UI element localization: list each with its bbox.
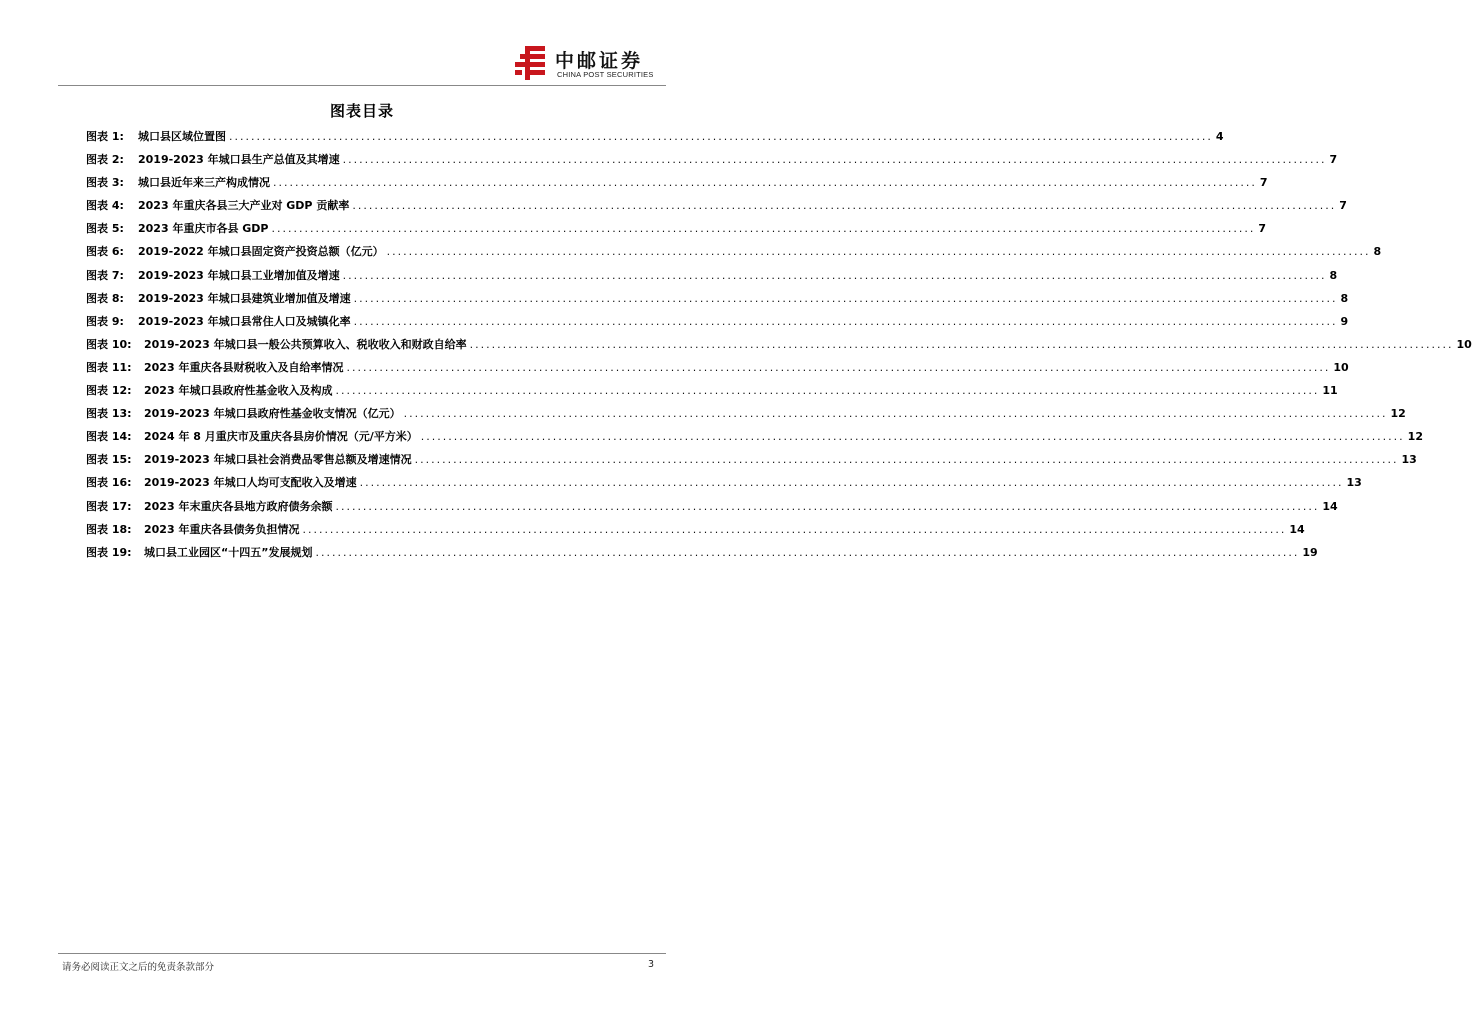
toc-entry[interactable] [86, 498, 1338, 521]
toc-entry-label: 图表 19: [86, 545, 132, 559]
toc-entry-label: 图表 2: [86, 153, 124, 167]
toc-entry-label: 图表 16: [86, 476, 132, 490]
toc-entry-label: 图表 7: [86, 268, 124, 282]
toc-dot-leader [470, 338, 1454, 351]
toc-dot-leader [302, 523, 1286, 536]
page-title: 图表目录 [329, 102, 394, 120]
toc-entry[interactable] [86, 544, 1318, 567]
toc-entry-label: 图表 11: [86, 360, 132, 374]
toc-entry-page: 13 [1346, 476, 1362, 490]
toc-entry-page: 8 [1373, 245, 1382, 259]
toc-entry-label: 图表 18: [86, 522, 132, 536]
toc-entry[interactable] [86, 313, 1349, 336]
toc-dot-leader [315, 546, 1299, 559]
toc-entry-page: 10 [1333, 360, 1349, 374]
footer-disclaimer: 请务必阅读正文之后的免责条款部分 [62, 962, 215, 973]
toc-dot-leader [404, 407, 1388, 420]
toc-dot-leader [273, 176, 1257, 189]
toc-entry-title: 2019-2023 年城口县工业增加值及增速 [138, 268, 340, 282]
toc-dot-leader [387, 245, 1371, 258]
toc-dot-leader [343, 269, 1327, 282]
toc-dot-leader [229, 130, 1213, 143]
toc-entry-title: 2019-2023 年城口人均可支配收入及增速 [144, 476, 357, 490]
toc-entry[interactable] [86, 197, 1347, 220]
toc-entry-title: 2023 年重庆各县债务负担情况 [144, 522, 300, 536]
toc-dot-leader [354, 315, 1338, 328]
toc-entry-title: 2019-2023 年城口县一般公共预算收入、税收收入和财政自给率 [144, 337, 467, 351]
company-logo [511, 44, 671, 82]
page-number: 3 [647, 959, 654, 970]
toc-entry-page: 7 [1339, 199, 1347, 213]
toc-entry[interactable] [86, 359, 1349, 382]
toc-entry-label: 图表 1: [86, 130, 124, 143]
toc-entry[interactable] [86, 428, 1423, 451]
toc-entry-page: 14 [1322, 499, 1338, 513]
toc-entry[interactable] [86, 243, 1382, 266]
toc-entry-label: 图表 4: [86, 199, 124, 213]
toc-entry[interactable] [86, 382, 1338, 405]
footer-divider [58, 953, 666, 954]
toc-entry-page: 10 [1456, 337, 1472, 351]
toc-entry-label: 图表 5: [86, 222, 124, 236]
toc-entry-title: 2023 年重庆市各县 GDP [138, 222, 269, 236]
toc-entry[interactable] [86, 405, 1406, 428]
toc-entry-page: 19 [1302, 545, 1318, 559]
toc-entry[interactable] [86, 521, 1305, 544]
toc-dot-leader [335, 384, 1319, 397]
toc-entry-page: 12 [1407, 430, 1423, 444]
toc-entry[interactable] [86, 174, 1268, 197]
toc-entry-title: 2019-2023 年城口县社会消费品零售总额及增速情况 [144, 453, 412, 467]
toc-dot-leader [335, 500, 1319, 513]
toc-entry-title: 2023 年城口县政府性基金收入及构成 [144, 384, 333, 398]
toc-entry[interactable] [86, 128, 1224, 151]
toc-entry-label: 图表 9: [86, 314, 124, 328]
toc-entry-title: 2019-2023 年城口县政府性基金收支情况（亿元） [144, 407, 401, 421]
toc-entry-title: 城口县工业园区“十四五”发展规划 [144, 545, 313, 559]
logo-english-name: CHINA POST SECURITIES [557, 70, 654, 79]
toc-entry-label: 图表 3: [86, 176, 124, 190]
toc-entry-page: 12 [1390, 407, 1406, 421]
china-post-logo-icon [511, 44, 549, 82]
toc-entry-title: 城口县区域位置图 [138, 130, 226, 143]
table-of-figures [86, 128, 1472, 567]
toc-dot-leader [346, 361, 1330, 374]
toc-entry[interactable] [86, 220, 1267, 243]
toc-entry-page: 8 [1329, 268, 1338, 282]
toc-entry[interactable] [86, 267, 1338, 290]
toc-entry-label: 图表 10: [86, 337, 132, 351]
toc-entry[interactable] [86, 290, 1349, 313]
toc-entry-title: 2024 年 8 月重庆市及重庆各县房价情况（元/平方米） [144, 430, 418, 444]
toc-entry-title: 2023 年重庆各县三大产业对 GDP 贡献率 [138, 199, 350, 213]
toc-entry-page: 7 [1329, 153, 1338, 167]
header-divider [58, 85, 666, 86]
toc-entry-label: 图表 6: [86, 245, 124, 259]
toc-entry-page: 7 [1259, 176, 1268, 190]
toc-dot-leader [272, 222, 1256, 235]
toc-dot-leader [415, 453, 1399, 466]
toc-entry[interactable] [86, 151, 1338, 174]
toc-entry-title: 2019-2023 年城口县建筑业增加值及增速 [138, 291, 351, 305]
toc-entry-title: 2019-2022 年城口县固定资产投资总额（亿元） [138, 245, 384, 259]
toc-entry-page: 11 [1322, 384, 1338, 398]
toc-dot-leader [352, 199, 1336, 212]
toc-entry-page: 7 [1258, 222, 1267, 236]
toc-entry-page: 13 [1401, 453, 1417, 467]
toc-entry-title: 2023 年重庆各县财税收入及自给率情况 [144, 360, 344, 374]
toc-entry[interactable] [86, 451, 1417, 474]
toc-entry-title: 城口县近年来三产构成情况 [138, 176, 270, 190]
toc-entry-label: 图表 8: [86, 291, 124, 305]
toc-entry-page: 9 [1340, 314, 1349, 328]
toc-entry-label: 图表 17: [86, 499, 132, 513]
toc-dot-leader [343, 153, 1327, 166]
toc-entry-label: 图表 14: [86, 430, 132, 444]
toc-entry-page: 4 [1215, 130, 1224, 143]
toc-entry-label: 图表 15: [86, 453, 132, 467]
logo-chinese-name: 中邮证券 [555, 50, 644, 72]
toc-entry-title: 2019-2023 年城口县常住人口及城镇化率 [138, 314, 351, 328]
toc-entry-title: 2023 年末重庆各县地方政府债务余额 [144, 499, 333, 513]
toc-dot-leader [421, 430, 1405, 443]
toc-entry[interactable] [86, 336, 1472, 359]
toc-entry[interactable] [86, 474, 1362, 497]
toc-entry-title: 2019-2023 年城口县生产总值及其增速 [138, 153, 340, 167]
toc-entry-label: 图表 13: [86, 407, 132, 421]
toc-entry-page: 8 [1340, 291, 1349, 305]
toc-dot-leader [354, 292, 1338, 305]
toc-dot-leader [360, 476, 1344, 489]
toc-entry-label: 图表 12: [86, 384, 132, 398]
toc-entry-page: 14 [1289, 522, 1305, 536]
